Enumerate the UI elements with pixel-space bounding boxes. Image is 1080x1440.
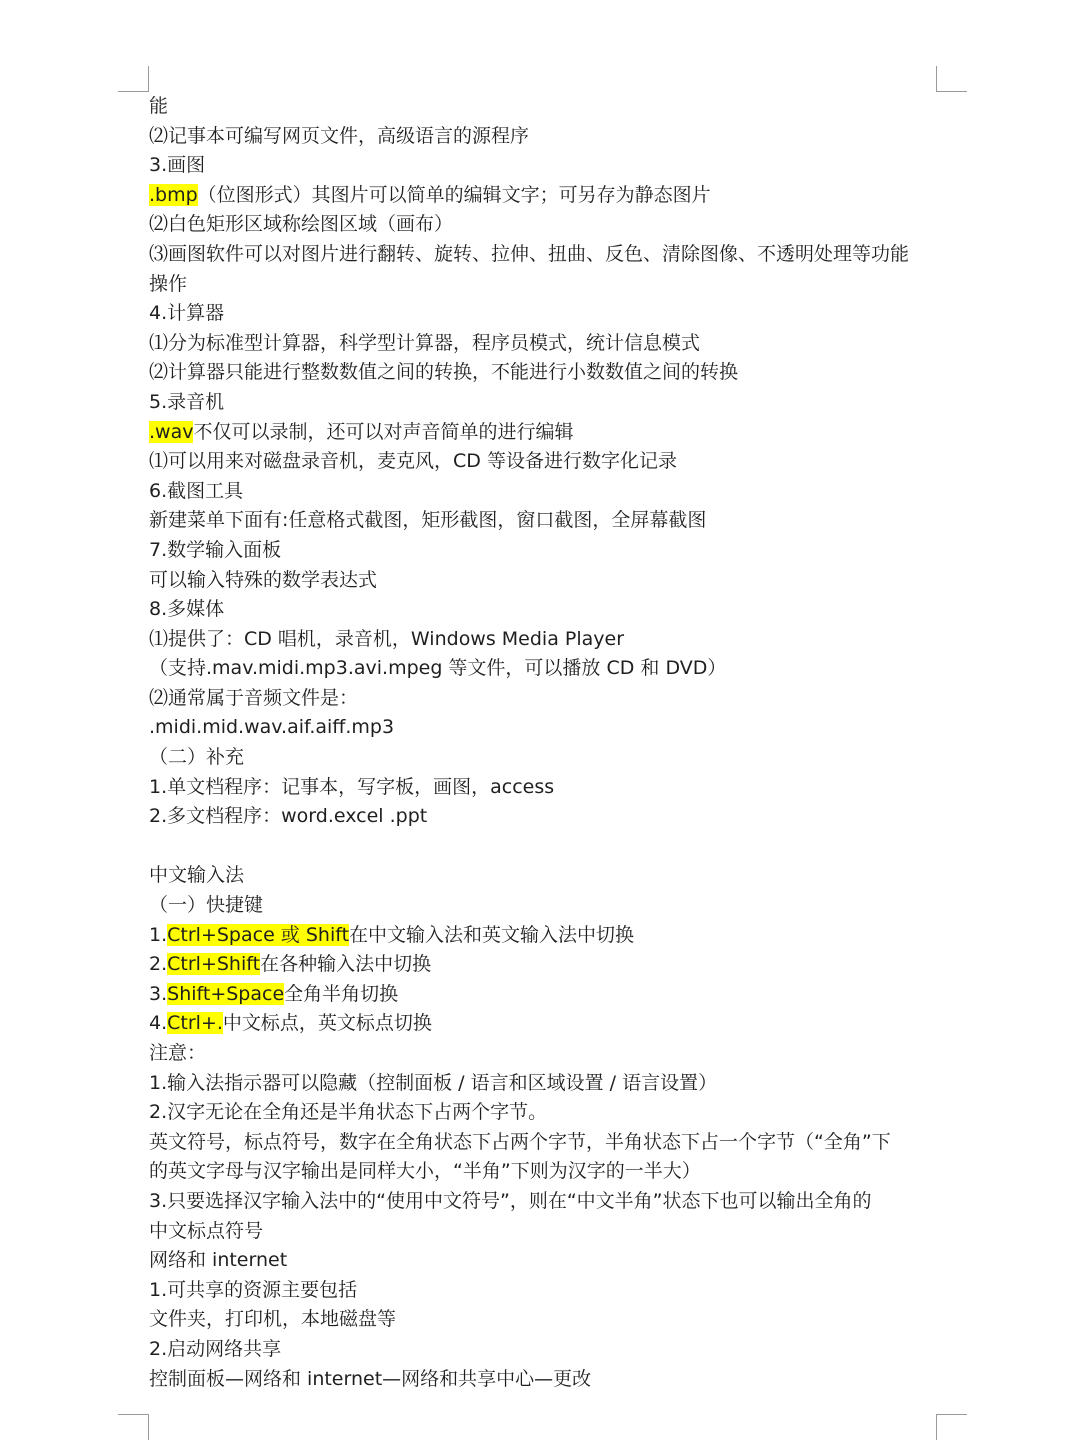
text-segment: 3.只要选择汉字输入法中的“使用中文符号”，则在“中文半角”状态下也可以输出全角的 bbox=[149, 1189, 872, 1212]
text-segment: 中文标点，英文标点切换 bbox=[222, 1012, 432, 1035]
text-line bbox=[149, 536, 949, 566]
text-segment: 4.计算器 bbox=[149, 302, 225, 325]
text-line bbox=[149, 447, 949, 477]
text-segment: 操作 bbox=[149, 272, 188, 295]
text-line bbox=[149, 1069, 949, 1099]
text-line bbox=[149, 151, 949, 181]
text-segment: 6.截图工具 bbox=[149, 479, 244, 502]
text-segment: 1.可共享的资源主要包括 bbox=[149, 1278, 358, 1301]
text-segment: 2.多文档程序：word.excel .ppt bbox=[149, 805, 428, 828]
text-line bbox=[149, 802, 949, 832]
text-line bbox=[149, 654, 949, 684]
text-segment: （位图形式）其图片可以简单的编辑文字；可另存为静态图片 bbox=[197, 183, 711, 206]
text-segment: 不仅可以录制，还可以对声音简单的进行编辑 bbox=[193, 420, 574, 443]
text-segment: 注意： bbox=[149, 1042, 207, 1064]
text-segment: 5.录音机 bbox=[149, 390, 225, 413]
text-line bbox=[149, 506, 949, 536]
text-line bbox=[149, 950, 949, 980]
crop-mark-bottom-left bbox=[118, 1414, 149, 1440]
text-segment: （二）补充 bbox=[149, 746, 245, 769]
text-segment: ⑵通常属于音频文件是： bbox=[149, 686, 359, 709]
text-segment: 在中文输入法和英文输入法中切换 bbox=[349, 923, 635, 946]
text-line bbox=[149, 773, 949, 803]
text-line bbox=[149, 625, 949, 655]
text-line bbox=[149, 122, 949, 152]
text-segment: 3. bbox=[149, 982, 168, 1005]
text-segment: 4. bbox=[149, 1012, 168, 1035]
text-line bbox=[149, 743, 949, 773]
text-segment: ⑶画图软件可以对图片进行翻转、旋转、拉伸、扭曲、反色、清除图像、不透明处理等功能 bbox=[149, 242, 910, 265]
text-segment: ⑵记事本可编写网页文件，高级语言的源程序 bbox=[149, 124, 530, 147]
text-segment: （支持.mav.midi.mp3.avi.mpeg 等文件，可以播放 CD 和 DVD） bbox=[149, 657, 727, 680]
text-segment: 2.汉字无论在全角还是半角状态下占两个字节。 bbox=[149, 1101, 548, 1124]
crop-mark-top-left bbox=[118, 66, 149, 92]
blank-line bbox=[149, 832, 949, 862]
text-line bbox=[149, 358, 949, 388]
text-line bbox=[149, 270, 949, 300]
text-segment: 8.多媒体 bbox=[149, 598, 225, 621]
text-line bbox=[149, 477, 949, 507]
text-line bbox=[149, 1246, 949, 1276]
text-line bbox=[149, 891, 949, 921]
text-segment: ⑵计算器只能进行整数数值之间的转换，不能进行小数数值之间的转换 bbox=[149, 361, 739, 384]
text-line bbox=[149, 1335, 949, 1365]
text-line bbox=[149, 684, 949, 714]
text-line bbox=[149, 240, 949, 270]
text-segment: 3.画图 bbox=[149, 154, 206, 177]
text-line bbox=[149, 980, 949, 1010]
highlighted-text: .wav bbox=[149, 420, 194, 443]
text-segment: 1. bbox=[149, 923, 168, 946]
text-line bbox=[149, 210, 949, 240]
text-segment: ⑴可以用来对磁盘录音机，麦克风，CD 等设备进行数字化记录 bbox=[149, 450, 677, 473]
text-line bbox=[149, 1128, 949, 1158]
text-line bbox=[149, 921, 949, 951]
text-line bbox=[149, 1039, 949, 1069]
text-line bbox=[149, 388, 949, 418]
text-segment: 中文标点符号 bbox=[149, 1219, 264, 1242]
text-segment: ⑴提供了：CD 唱机，录音机，Windows Media Player bbox=[149, 627, 625, 650]
crop-mark-top-right bbox=[936, 66, 967, 92]
text-segment: 新建菜单下面有:任意格式截图，矩形截图，窗口截图，全屏幕截图 bbox=[149, 509, 707, 532]
text-line bbox=[149, 1217, 949, 1247]
text-segment: .midi.mid.wav.aif.aiff.mp3 bbox=[149, 716, 395, 739]
text-line bbox=[149, 861, 949, 891]
text-segment: 全角半角切换 bbox=[284, 982, 399, 1005]
text-segment: 1.输入法指示器可以隐藏（控制面板 / 语言和区域设置 / 语言设置） bbox=[149, 1071, 718, 1094]
text-line bbox=[149, 92, 949, 122]
text-segment: ⑴分为标准型计算器，科学型计算器，程序员模式，统计信息模式 bbox=[149, 331, 701, 354]
text-segment: （一）快捷键 bbox=[149, 894, 264, 917]
text-line bbox=[149, 181, 949, 211]
text-segment: 控制面板—网络和 internet—网络和共享中心—更改 bbox=[149, 1367, 592, 1390]
text-segment: 7.数学输入面板 bbox=[149, 538, 282, 561]
text-line bbox=[149, 1009, 949, 1039]
text-segment: 文件夹，打印机，本地磁盘等 bbox=[149, 1308, 397, 1331]
text-line bbox=[149, 1305, 949, 1335]
text-segment: ⑵白色矩形区域称绘图区域（画布） bbox=[149, 213, 454, 236]
highlighted-text: Ctrl+Shift bbox=[167, 953, 261, 976]
highlighted-text: Ctrl+Space 或 Shift bbox=[167, 923, 350, 946]
highlighted-text: .bmp bbox=[149, 183, 198, 206]
text-segment: 英文符号，标点符号，数字在全角状态下占两个字节，半角状态下占一个字节（“全角”下 bbox=[149, 1130, 891, 1153]
text-line bbox=[149, 1098, 949, 1128]
text-segment: 中文输入法 bbox=[149, 864, 245, 887]
text-line bbox=[149, 595, 949, 625]
text-segment: 网络和 internet bbox=[149, 1249, 288, 1272]
text-segment: 的英文字母与汉字输出是同样大小，“半角”下则为汉字的一半大） bbox=[149, 1160, 701, 1183]
text-line bbox=[149, 418, 949, 448]
text-segment: 1.单文档程序：记事本，写字板，画图，access bbox=[149, 775, 555, 798]
text-line bbox=[149, 1187, 949, 1217]
highlighted-text: Ctrl+. bbox=[167, 1012, 223, 1035]
text-segment: 在各种输入法中切换 bbox=[260, 953, 432, 976]
text-line bbox=[149, 1276, 949, 1306]
text-line bbox=[149, 299, 949, 329]
text-line bbox=[149, 713, 949, 743]
text-line bbox=[149, 1365, 949, 1395]
crop-mark-bottom-right bbox=[936, 1414, 967, 1440]
text-line bbox=[149, 566, 949, 596]
text-line bbox=[149, 1157, 949, 1187]
text-segment: 2. bbox=[149, 953, 168, 976]
text-segment: 2.启动网络共享 bbox=[149, 1337, 282, 1360]
document-body bbox=[149, 92, 949, 1394]
text-line bbox=[149, 329, 949, 359]
highlighted-text: Shift+Space bbox=[167, 982, 285, 1005]
text-segment: 可以输入特殊的数学表达式 bbox=[149, 568, 378, 591]
text-segment: 能 bbox=[149, 95, 169, 117]
